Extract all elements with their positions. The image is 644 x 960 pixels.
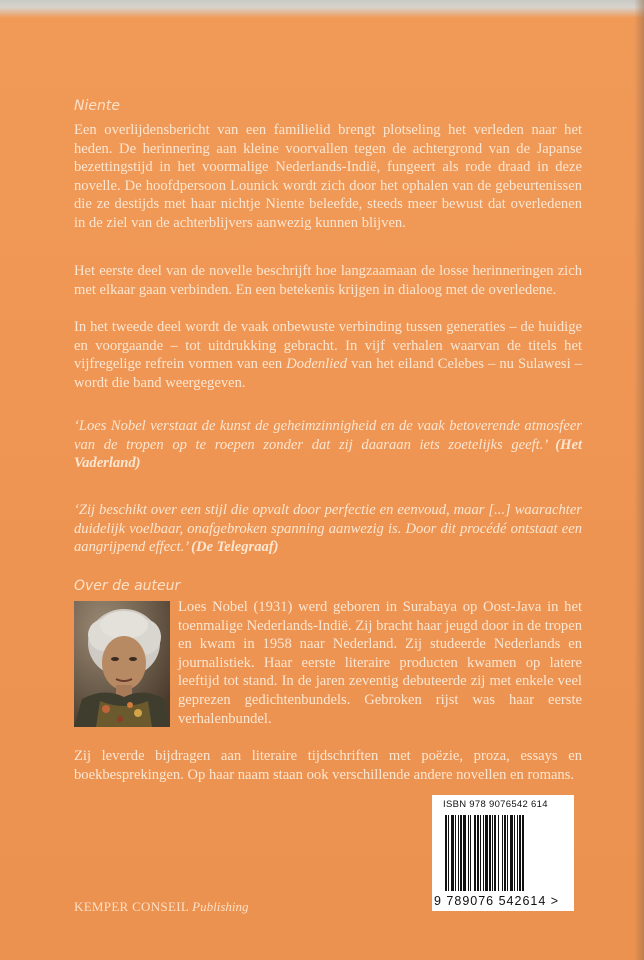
barcode-bar bbox=[463, 815, 466, 891]
barcode-bar bbox=[485, 815, 488, 891]
review-2-text: ‘Zij beschikt over een stijl die opvalt door perfectie en eenvoud, maar [...] waarachter duidelijk voelbaar, onafgebroken spanning aanwezig is. Door dit procédé ontstaat een aangrijpend effect.’ bbox=[74, 502, 582, 556]
review-quote-1 bbox=[74, 417, 582, 473]
publisher-name: KEMPER CONSEIL bbox=[74, 899, 189, 914]
barcode-bar bbox=[460, 815, 462, 891]
review-1-text: ‘Loes Nobel verstaat de kunst de geheimzinnigheid en de vaak betoverende atmosfeer van de tropen op te roepen zonder dat zij daaraan iets zoetelijks geeft.’ bbox=[74, 418, 582, 453]
barcode-bar bbox=[502, 815, 503, 891]
publisher-imprint bbox=[74, 899, 249, 915]
barcode-bar bbox=[504, 815, 506, 891]
barcode-bar bbox=[474, 815, 476, 891]
isbn-barcode bbox=[432, 795, 574, 911]
blurb-paragraph-3 bbox=[74, 318, 582, 392]
barcode-bar bbox=[510, 815, 513, 891]
blurb-paragraph-3-part-1: In het tweede deel wordt de vaak onbewuste verbinding tussen generaties – de huidige en voorgaande – tot uitdrukking gebracht. In vijf verhalen waarvan de titels het vijfregelige refrein vormen van een bbox=[74, 319, 582, 373]
author-photo bbox=[74, 601, 170, 727]
barcode-bar bbox=[480, 815, 481, 891]
barcode-bar bbox=[445, 815, 447, 891]
barcode-bar bbox=[519, 815, 521, 891]
review-1-source: (Het Vaderland) bbox=[74, 436, 582, 472]
barcode-bar bbox=[489, 815, 491, 891]
blurb-paragraph-1: Een overlijdensbericht van een familielid brengt plotseling het verleden naar het heden. De herinnering aan kleine voorvallen tegen de achtergrond van de Japanse bezettingstijd in het voormalige Nederlands-Indië, fungeert als rode draad in deze novelle. De hoofdpersoon Lounick wordt zich door het ophalen van de gebeurtenissen die ze destijds met haar nichtje Niente beleefde, steeds meer bewust dat overledenen in de ziel van de achterblijvers aanwezig kunnen blijven. bbox=[74, 122, 582, 231]
barcode-bar bbox=[498, 815, 499, 891]
isbn-label: ISBN 978 9076542 614 bbox=[443, 799, 548, 810]
publisher-publishing: Publishing bbox=[192, 899, 249, 914]
author-bio-beside-photo: Loes Nobel (1931) werd geboren in Surabaya op Oost-Java in het toenmalige Nederlands-Indië. Zij bracht haar jeugd door in de tropen en kwam in 1958 naar Nederland. Zij studeerde Nederlands en journalistiek. Haar eerste literaire producten kwamen op latere leeftijd tot stand. In de jaren zeventig debuteerde zij met enkele veel geprezen gedichtenbundels. Gebroken rijst was haar eerste verhalenbundel. bbox=[178, 599, 582, 727]
barcode-bar bbox=[507, 815, 508, 891]
review-2-source: (De Telegraaf) bbox=[191, 539, 279, 556]
blurb-paragraph-2: Het eerste deel van de novelle beschrijft hoe langzaamaan de losse herinneringen zich met elkaar gaan verbinden. En een betekenis krijgen in dialoog met de overledene. bbox=[74, 263, 582, 298]
barcode-bar bbox=[514, 815, 515, 891]
barcode-bar bbox=[483, 815, 484, 891]
barcode-bar bbox=[455, 815, 456, 891]
barcode-bar bbox=[451, 815, 454, 891]
spine-edge bbox=[634, 0, 644, 960]
barcode-bar bbox=[470, 815, 471, 891]
barcode-bar bbox=[494, 815, 496, 891]
top-shadow bbox=[0, 0, 644, 18]
barcode-digits: 9 789076 542614 > bbox=[434, 894, 560, 908]
barcode-bar bbox=[468, 815, 469, 891]
barcode-bar bbox=[492, 815, 493, 891]
barcode-bar bbox=[458, 815, 459, 891]
barcode-bar bbox=[517, 815, 518, 891]
barcode-bar bbox=[477, 815, 479, 891]
author-portrait-image bbox=[74, 601, 170, 727]
barcode-bar bbox=[522, 815, 524, 891]
dodenlied-title: Dodenlied bbox=[286, 356, 348, 373]
blurb-paragraph-3-part-2: van het eiland Celebes – nu Sulawesi – wordt die band weergegeven. bbox=[74, 356, 582, 391]
barcode-bar bbox=[448, 815, 449, 891]
author-bio-continued: Zij leverde bijdragen aan literaire tijdschriften met poëzie, proza, essays en boekbesprekingen. Op haar naam staan ook verschillende andere novellen en romans. bbox=[74, 748, 582, 783]
author-heading: Over de auteur bbox=[74, 578, 181, 594]
review-quote-2 bbox=[74, 501, 582, 557]
niente-heading: Niente bbox=[74, 98, 120, 114]
